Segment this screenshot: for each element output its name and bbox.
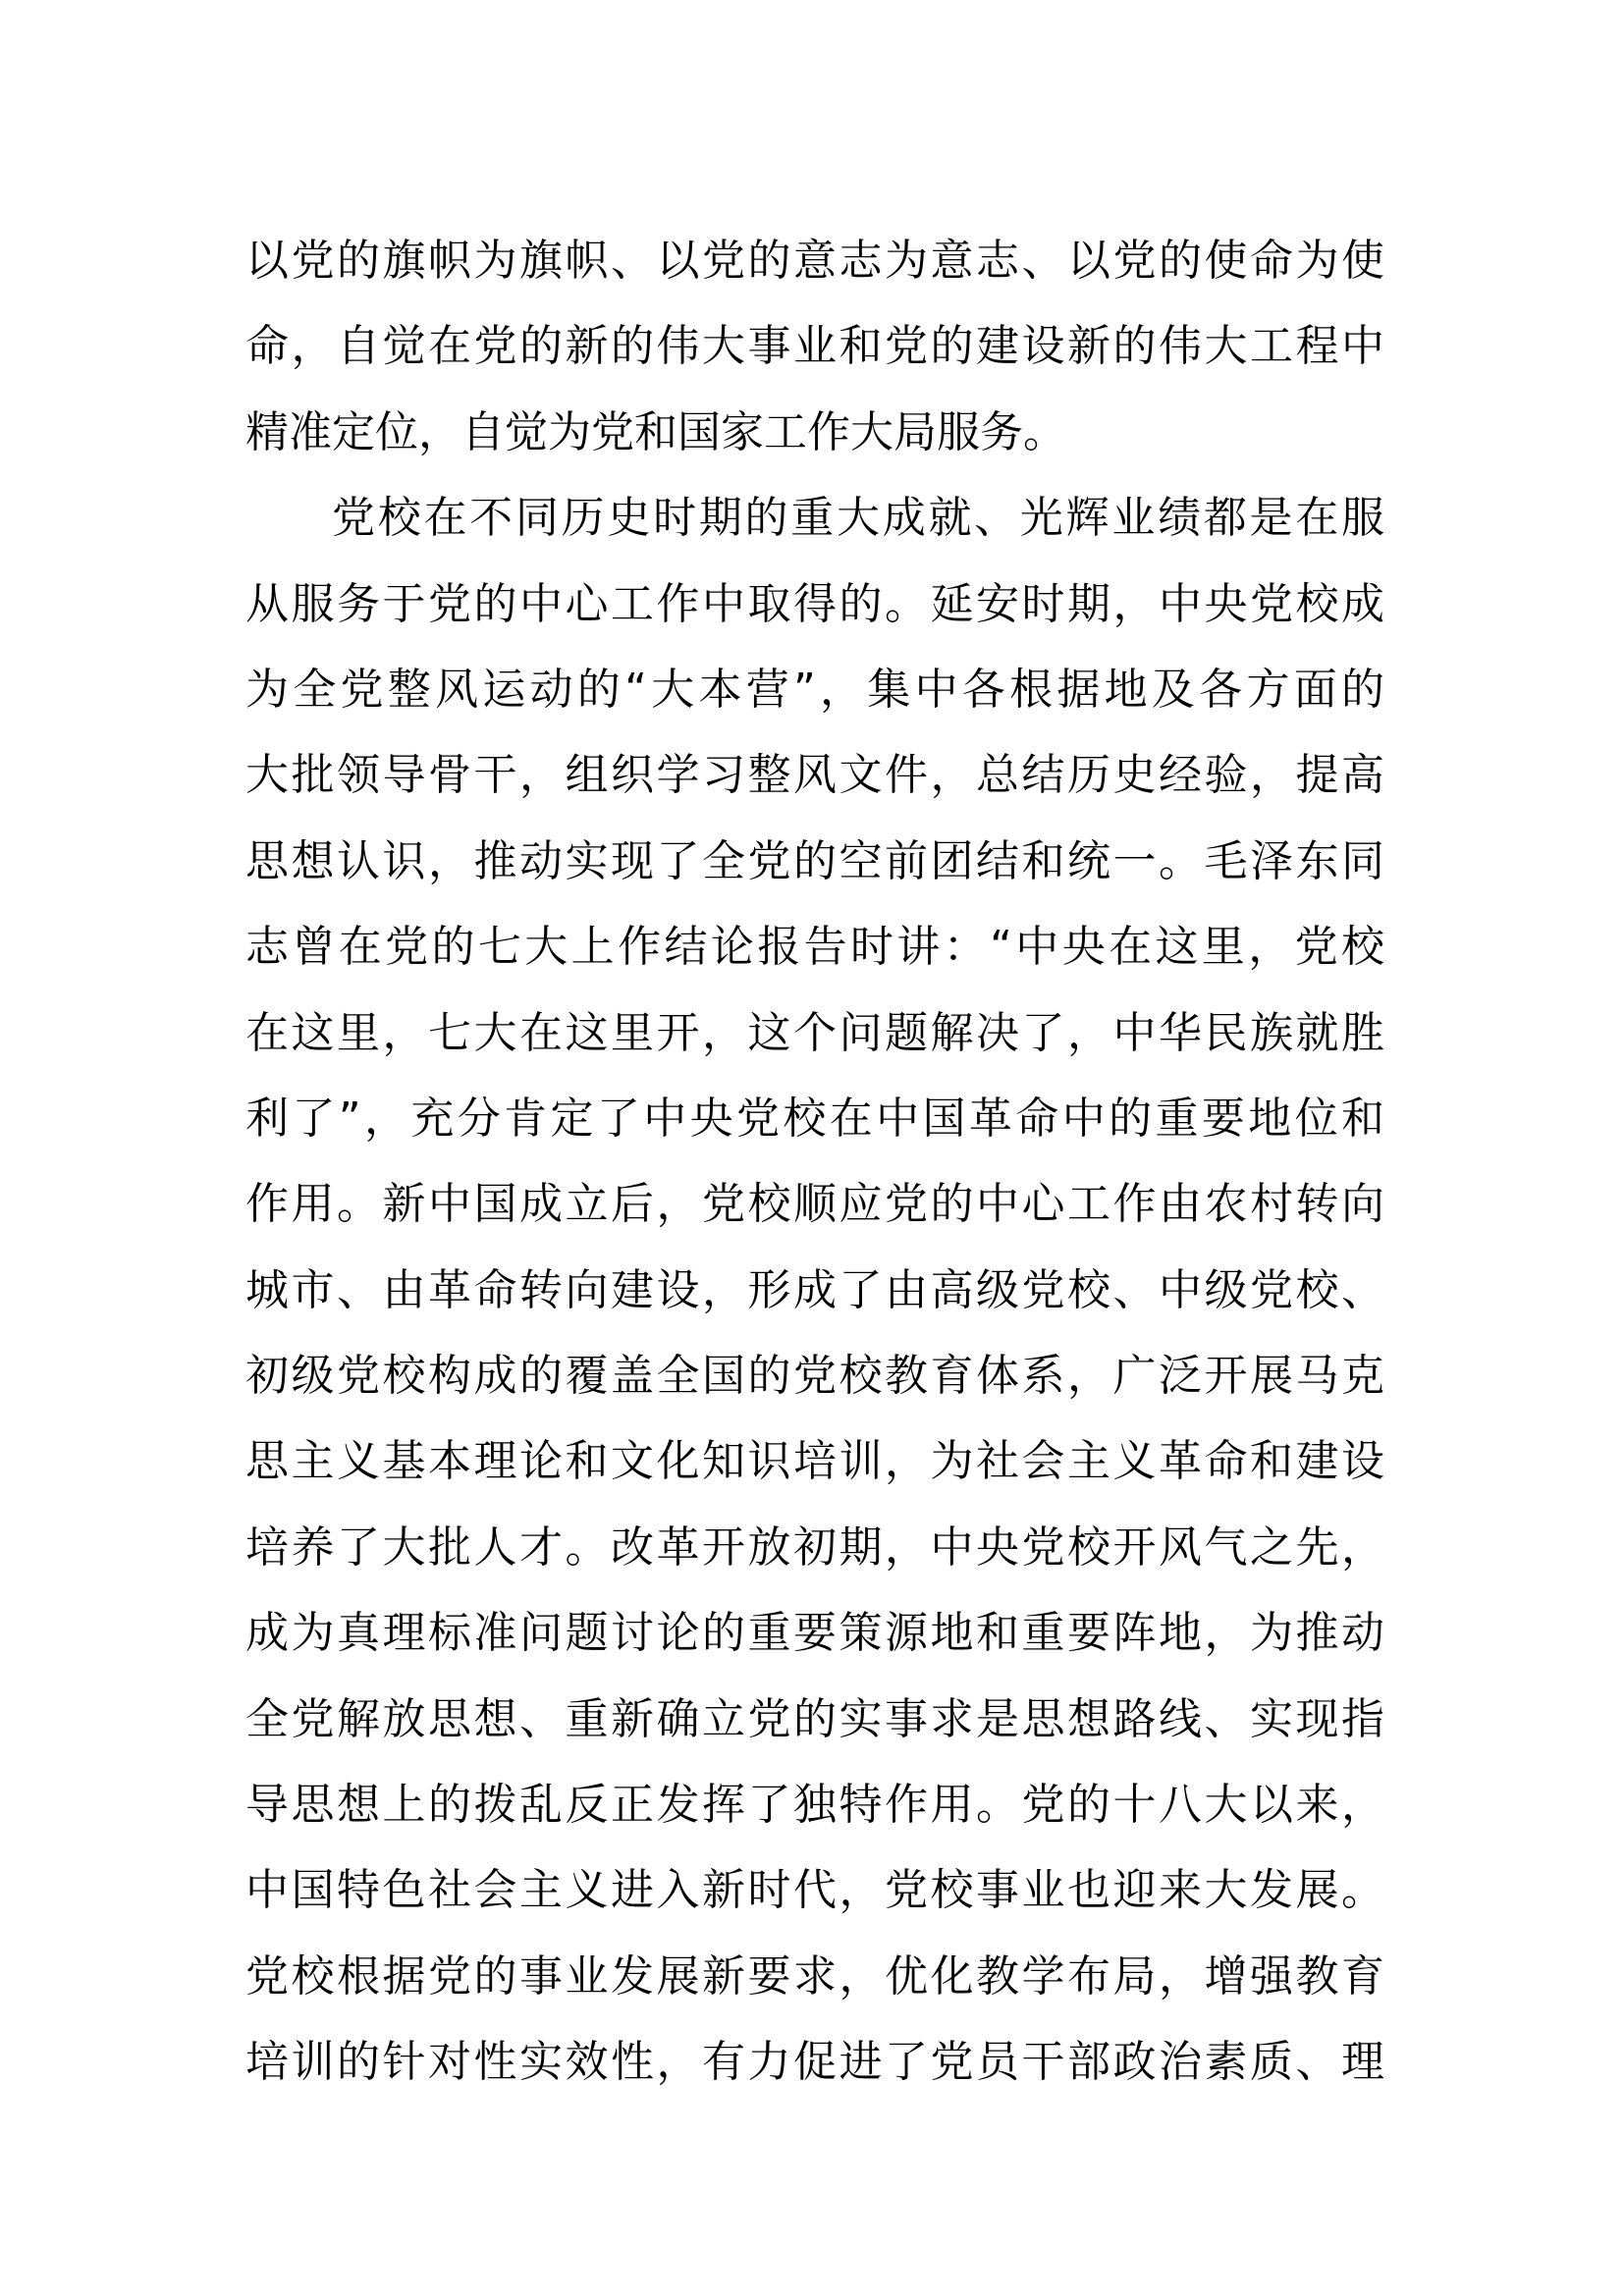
body-text (245, 218, 1384, 2106)
text-line: 城市、由革命转向建设，形成了由高级党校、中级党校、 (245, 1264, 1384, 1315)
text-line: 导思想上的拨乱反正发挥了独特作用。党的十八大以来， (245, 1780, 1384, 1831)
text-line: 作用。新中国成立后，党校顺应党的中心工作由农村转向 (245, 1179, 1384, 1230)
text-line: 全党解放思想、重新确立党的实事求是思想路线、实现指 (245, 1693, 1384, 1744)
text-line: 从服务于党的中心工作中取得的。延安时期，中央党校成 (245, 578, 1384, 629)
text-line: 利了”，充分肯定了中央党校在中国革命中的重要地位和 (245, 1093, 1384, 1144)
text-line: 大批领导骨干，组织学习整风文件，总结历史经验，提高 (245, 750, 1384, 801)
text-line: 以党的旗帜为旗帜、以党的意志为意志、以党的使命为使 (245, 236, 1384, 286)
text-line: 培养了大批人才。改革开放初期，中央党校开风气之先， (245, 1522, 1384, 1573)
text-line: 为全党整风运动的“大本营”，集中各根据地及各方面的 (245, 664, 1384, 715)
text-line: 党校根据党的事业发展新要求，优化教学布局，增强教育 (245, 1950, 1384, 2002)
text-line: 命，自觉在党的新的伟大事业和党的建设新的伟大工程中 (245, 321, 1384, 372)
text-line: 思想认识，推动实现了全党的空前团结和统一。毛泽东同 (245, 835, 1384, 886)
text-line: 初级党校构成的覆盖全国的党校教育体系，广泛开展马克 (245, 1351, 1384, 1402)
text-line: 思主义基本理论和文化知识培训，为社会主义革命和建设 (245, 1436, 1384, 1487)
text-line: 培训的针对性实效性，有力促进了党员干部政治素质、理 (245, 2037, 1384, 2088)
text-line: 在这里，七大在这里开，这个问题解决了，中华民族就胜 (245, 1007, 1384, 1058)
text-line: 党校在不同历史时期的重大成就、光辉业绩都是在服 (332, 493, 1384, 544)
text-line: 精准定位，自觉为党和国家工作大局服务。 (245, 406, 1066, 457)
text-line: 中国特色社会主义进入新时代，党校事业也迎来大发展。 (245, 1865, 1384, 1916)
text-line: 成为真理标准问题讨论的重要策源地和重要阵地，为推动 (245, 1608, 1384, 1659)
text-line: 志曾在党的七大上作结论报告时讲：“中央在这里，党校 (245, 922, 1384, 973)
